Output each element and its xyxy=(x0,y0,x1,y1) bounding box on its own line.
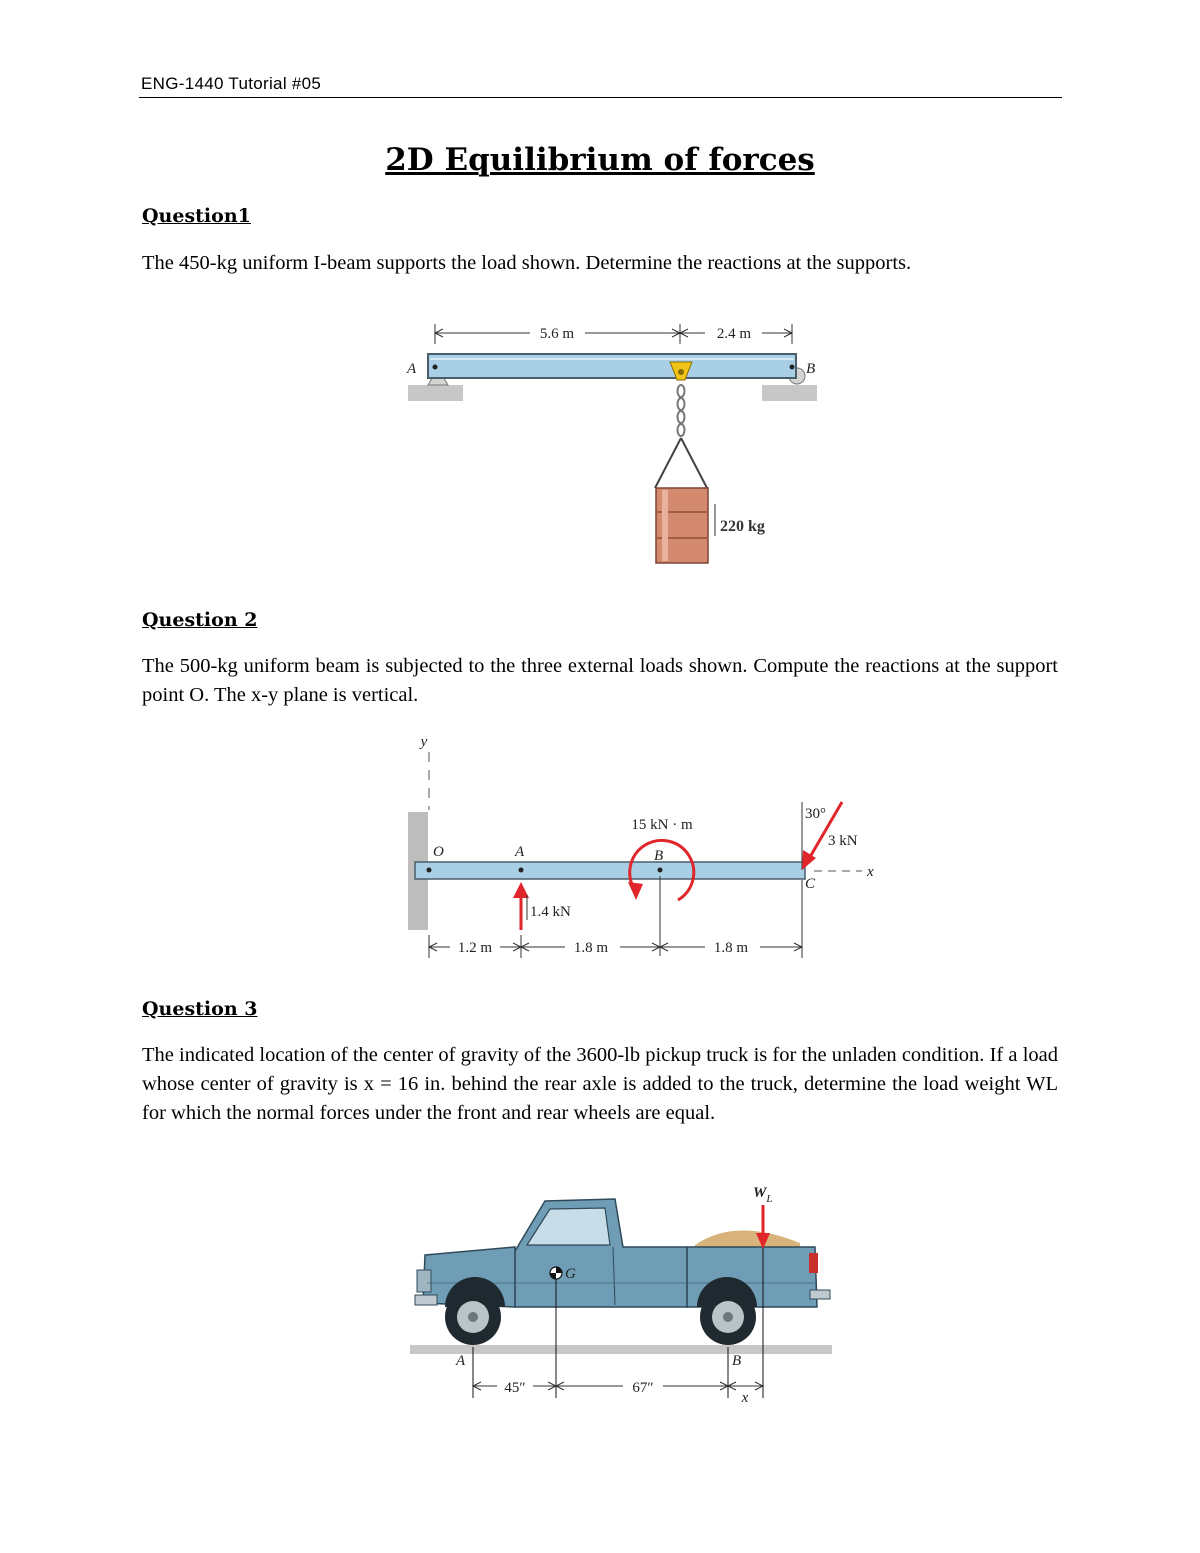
point-c-label: C xyxy=(805,876,816,892)
question-1-heading: Question1 xyxy=(142,205,251,227)
dim-2-label: 1.8 m xyxy=(573,940,609,956)
page-title: 2D Equilibrium of forces xyxy=(385,142,815,178)
point-b-dot xyxy=(658,868,663,873)
drum-icon xyxy=(656,488,708,563)
point-b-label: B xyxy=(654,848,664,864)
dim-67-label: 67″ xyxy=(632,1380,654,1396)
question-3-text: The indicated location of the center of gravity of the 3600-lb pickup truck is for the unladen condition. If a load whose center of gravity is x = 16 in. behind the rear axle is added to the truck, determine the load weight WL for which the normal forces under the front and rear wheels are equal. xyxy=(142,1044,1058,1124)
force-c-label: 3 kN xyxy=(828,833,858,849)
header-rule xyxy=(139,97,1062,98)
cg-label: G xyxy=(565,1266,576,1282)
dim-3-label: 1.8 m xyxy=(713,940,749,956)
point-b-dot xyxy=(790,365,795,370)
load-weight-label: $W_L$ xyxy=(753,1185,773,1205)
chain-icon xyxy=(678,385,685,436)
axis-x-label: x xyxy=(867,864,874,880)
axis-y-label: y xyxy=(420,734,428,750)
support-b-ground xyxy=(762,385,817,401)
i-beam xyxy=(428,354,796,378)
dim-1-label: 1.2 m xyxy=(457,940,493,956)
front-wheel-icon xyxy=(445,1289,501,1345)
moment-label: 15 kN · m xyxy=(631,817,693,833)
point-b-label: B xyxy=(806,361,816,377)
point-a-label: A xyxy=(515,844,525,860)
question-3-figure xyxy=(405,1175,835,1410)
dim-45-label: 45″ xyxy=(504,1380,526,1396)
dim-5-6m-label: 5.6 m xyxy=(539,326,575,342)
point-a-label: A xyxy=(407,361,417,377)
question-2-text: The 500-kg uniform beam is subjected to the three external loads shown. Compute the reactions at the support point O. The x-y plane is vertical. xyxy=(142,655,1058,706)
question-2-heading: Question 2 xyxy=(142,609,258,631)
force-a-label: 1.4 kN xyxy=(530,904,571,920)
point-o-dot xyxy=(427,868,432,873)
question-1-text: The 450-kg uniform I-beam supports the load shown. Determine the reactions at the supports. xyxy=(142,252,912,274)
support-a-ground xyxy=(408,385,463,401)
sand-load xyxy=(695,1230,800,1249)
beam xyxy=(415,862,805,879)
page-header: ENG-1440 Tutorial #05 xyxy=(141,74,322,93)
dim-x-label: x xyxy=(741,1390,749,1406)
point-a-dot xyxy=(519,868,524,873)
question-2-figure xyxy=(400,730,890,965)
point-b-label: B xyxy=(732,1353,742,1369)
center-of-gravity-icon xyxy=(550,1267,562,1279)
load-label: 220 kg xyxy=(720,518,765,535)
question-3-heading: Question 3 xyxy=(142,998,258,1020)
point-a-label: A xyxy=(456,1353,466,1369)
question-1-figure xyxy=(400,318,830,573)
dim-2-4m-label: 2.4 m xyxy=(716,326,752,342)
rear-wheel-icon xyxy=(700,1289,756,1345)
point-o-label: O xyxy=(433,844,444,860)
point-a-dot xyxy=(433,365,438,370)
angle-label: 30° xyxy=(805,806,826,822)
